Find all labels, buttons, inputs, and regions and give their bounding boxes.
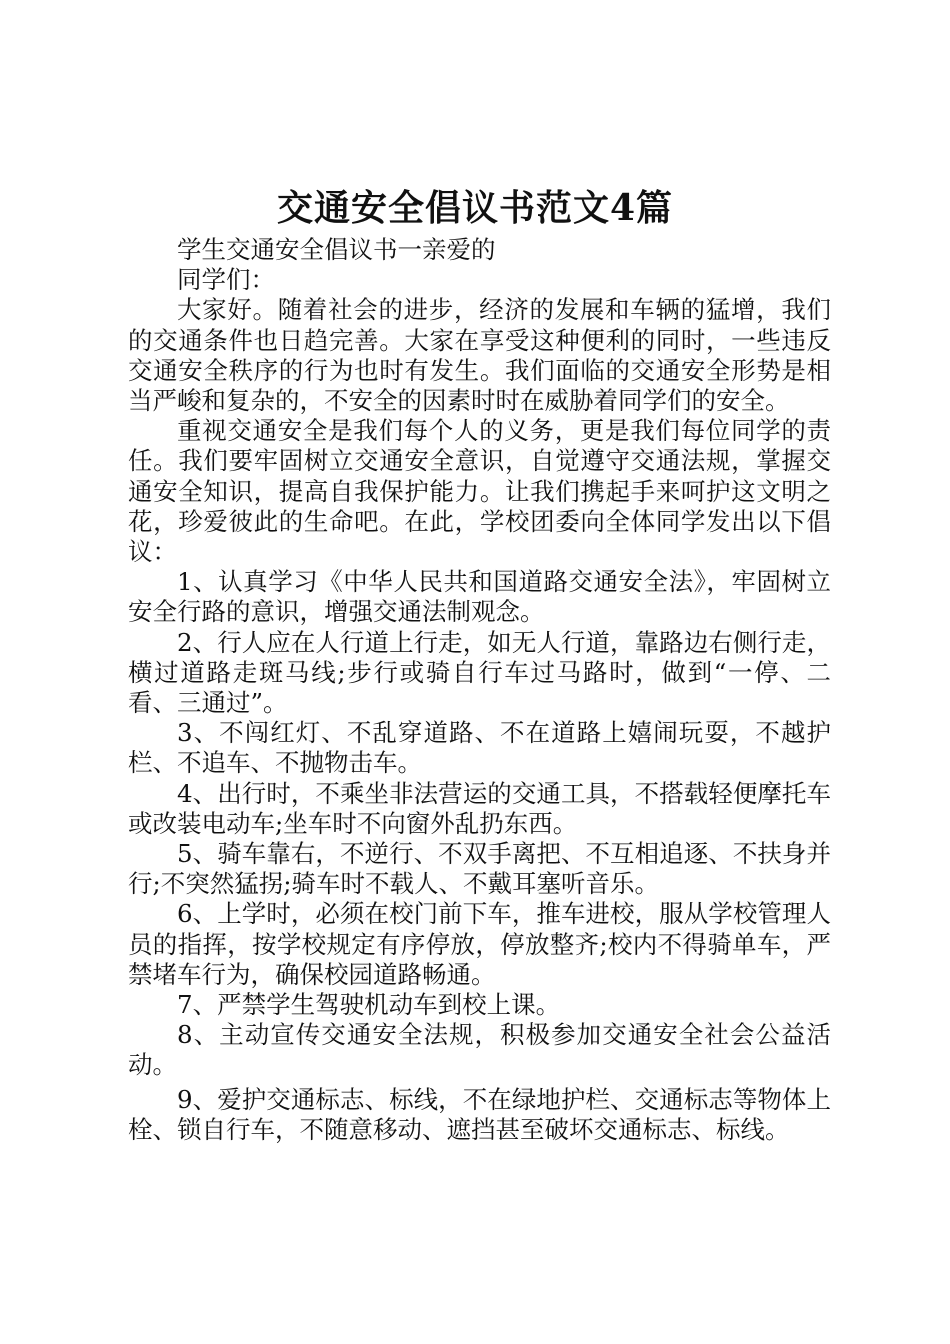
paragraph-salutation-cont: 同学们： (177, 265, 275, 295)
list-item-1: 1、认真学习《中华人民共和国道路交通安全法》，牢固树立安全行路的意识，增强交通法制观念。 (128, 567, 831, 627)
paragraph-responsibility: 重视交通安全是我们每个人的义务，更是我们每位同学的责任。我们要牢固树立交通安全意识，自觉遵守交通法规，掌握交通安全知识，提高自我保护能力。让我们携起手来呵护这文明之花，珍爱彼此的生命吧。在此，学校团委向全体同学发出以下倡议： (128, 416, 831, 567)
list-item-3: 3、不闯红灯、不乱穿道路、不在道路上嬉闹玩耍，不越护栏、不追车、不抛物击车。 (128, 718, 831, 778)
list-item-8: 8、主动宣传交通安全法规，积极参加交通安全社会公益活动。 (128, 1020, 831, 1080)
list-item-9: 9、爱护交通标志、标线，不在绿地护栏、交通标志等物体上栓、锁自行车，不随意移动、遮挡甚至破坏交通标志、标线。 (128, 1084, 831, 1144)
list-item-2: 2、行人应在人行道上行走，如无人行道，靠路边右侧行走，横过道路走斑马线;步行或骑自行车过马路时，做到“一停、二看、三通过”。 (128, 627, 831, 718)
paragraph-intro: 大家好。随着社会的进步，经济的发展和车辆的猛增，我们的交通条件也日趋完善。大家在享受这种便利的同时，一些违反交通安全秩序的行为也时有发生。我们面临的交通安全形势是相当严峻和复杂的，不安全的因素时时在威胁着同学们的安全。 (128, 295, 831, 416)
list-item-5: 5、骑车靠右，不逆行、不双手离把、不互相追逐、不扶身并行;不突然猛拐;骑车时不载人、不戴耳塞听音乐。 (128, 839, 831, 899)
list-item-7: 7、严禁学生驾驶机动车到校上课。 (177, 990, 561, 1020)
list-item-4: 4、出行时，不乘坐非法营运的交通工具，不搭载轻便摩托车或改装电动车;坐车时不向窗外乱扔东西。 (128, 778, 831, 838)
document-body (128, 235, 831, 1145)
paragraph-salutation: 学生交通安全倡议书一亲爱的 (177, 235, 496, 264)
document-title: 交通安全倡议书范文4篇 (276, 187, 674, 229)
list-item-6: 6、上学时，必须在校门前下车，推车进校，服从学校管理人员的指挥，按学校规定有序停放，停放整齐;校内不得骑单车，严禁堵车行为，确保校园道路畅通。 (128, 899, 831, 989)
